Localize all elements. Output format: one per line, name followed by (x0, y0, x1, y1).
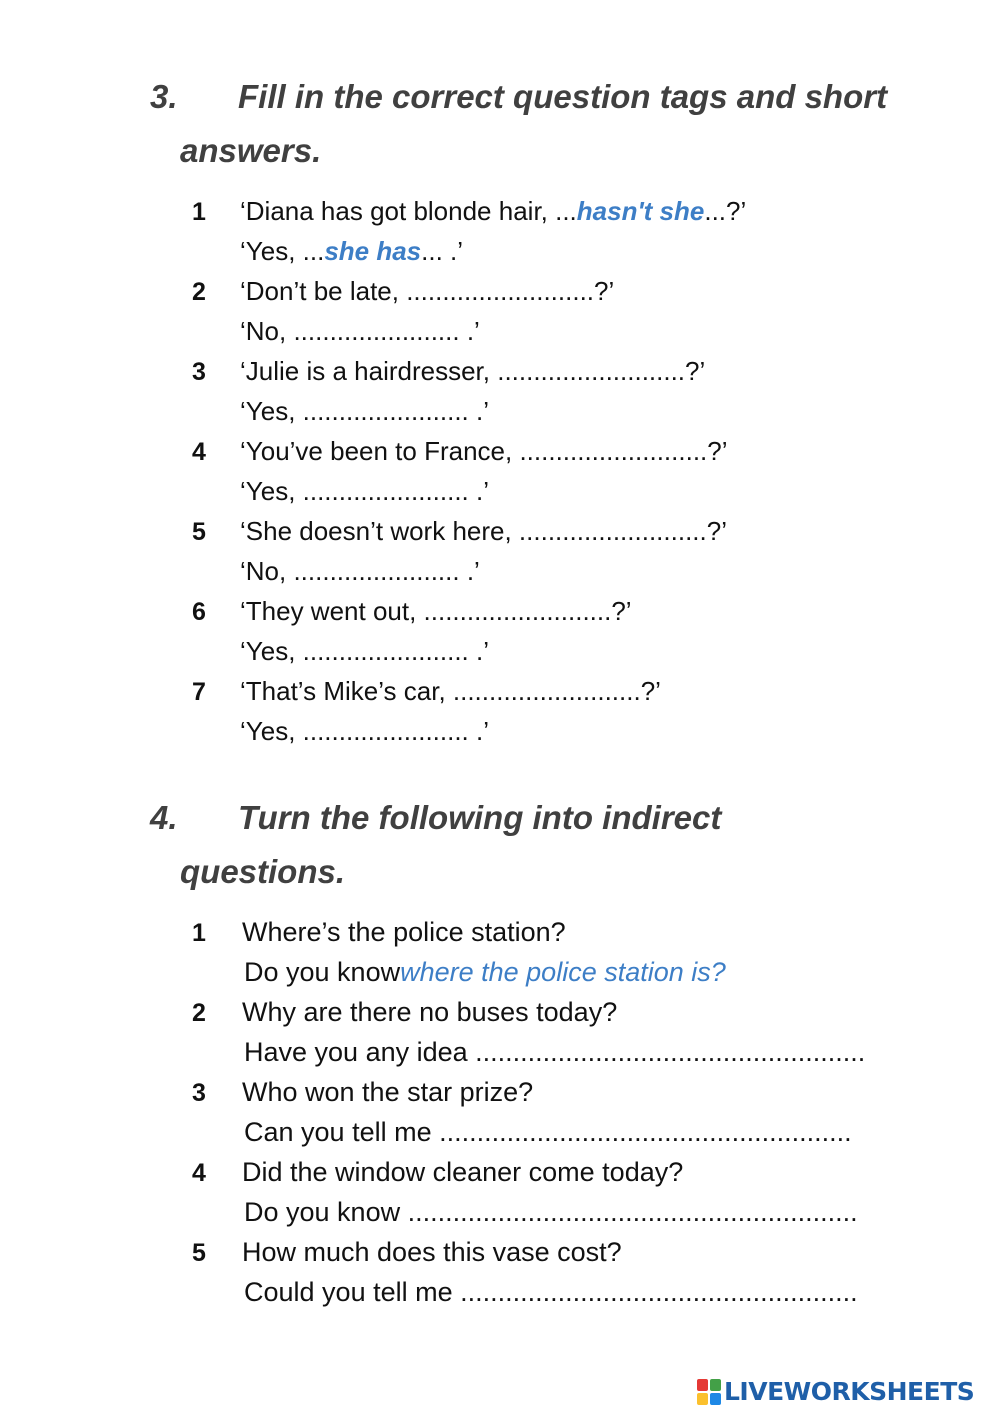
short-answer-blank[interactable]: ‘No, ....................... .’ (240, 556, 480, 586)
section-title-continued: questions. (180, 853, 346, 890)
question-blank[interactable]: ‘Don’t be late, ..........................?’ (240, 276, 615, 306)
logo-square (710, 1379, 721, 1391)
logo-square (697, 1379, 708, 1391)
item-number: 1 (192, 198, 206, 226)
logo-square (710, 1393, 721, 1405)
exercise-item (192, 271, 746, 351)
question-end: ...?’ (704, 196, 747, 226)
question-blank[interactable]: ‘She doesn’t work here, ..........................?’ (240, 516, 727, 546)
section-3-heading (150, 70, 887, 178)
question-blank[interactable]: ‘They went out, ..........................?’ (240, 596, 632, 626)
question-blank[interactable]: ‘That’s Mike’s car, ..........................?’ (240, 676, 661, 706)
section-title-continued: answers. (180, 132, 322, 169)
logo-square (697, 1393, 708, 1405)
example-answer: she has (324, 236, 422, 266)
logo-text: LIVEWORKSHEETS (724, 1377, 975, 1406)
question-text: ‘Diana has got blonde hair, ... (240, 196, 577, 226)
indirect-answer-blank[interactable]: Have you any idea .................................................... (244, 1037, 866, 1067)
section-number: 3. (150, 78, 178, 115)
item-number: 5 (192, 518, 206, 546)
section-title: Turn the following into indirect (238, 799, 722, 836)
exercise-item (192, 1152, 865, 1232)
question-tags-exercise (192, 191, 746, 751)
example-answer: where the police station is? (400, 957, 726, 987)
direct-question: How much does this vase cost? (242, 1237, 622, 1267)
item-number: 4 (192, 1159, 206, 1187)
exercise-item (192, 191, 746, 271)
exercise-item (192, 912, 865, 992)
exercise-item (192, 1232, 865, 1312)
direct-question: Why are there no buses today? (242, 997, 618, 1027)
item-number: 2 (192, 278, 206, 306)
direct-question: Where’s the police station? (242, 917, 566, 947)
direct-question: Did the window cleaner come today? (242, 1157, 684, 1187)
short-answer-text: ‘Yes, ... (240, 236, 325, 266)
exercise-item (192, 671, 746, 751)
item-number: 4 (192, 438, 206, 466)
section-title: Fill in the correct question tags and short (238, 78, 888, 115)
short-answer-blank[interactable]: ‘No, ....................... .’ (240, 316, 480, 346)
item-number: 1 (192, 919, 206, 947)
item-number: 7 (192, 678, 206, 706)
question-blank[interactable]: ‘Julie is a hairdresser, ..........................?’ (240, 356, 706, 386)
indirect-prompt: Do you know (244, 957, 401, 987)
example-answer: hasn't she (576, 196, 705, 226)
exercise-item (192, 1072, 865, 1152)
section-4-heading (150, 791, 721, 899)
indirect-answer-blank[interactable]: Could you tell me ..................................................... (244, 1277, 858, 1307)
logo-mark-icon (697, 1379, 721, 1405)
item-number: 3 (192, 358, 206, 386)
indirect-answer-blank[interactable]: Can you tell me ....................................................... (244, 1117, 852, 1147)
section-number: 4. (150, 799, 178, 836)
indirect-answer-blank[interactable]: Do you know ............................................................ (244, 1197, 858, 1227)
direct-question: Who won the star prize? (242, 1077, 534, 1107)
item-number: 3 (192, 1079, 206, 1107)
exercise-item (192, 992, 865, 1072)
exercise-item (192, 431, 746, 511)
exercise-item (192, 511, 746, 591)
liveworksheets-logo (697, 1377, 974, 1406)
question-blank[interactable]: ‘You’ve been to France, ..........................?’ (240, 436, 728, 466)
item-number: 6 (192, 598, 206, 626)
short-answer-blank[interactable]: ‘Yes, ....................... .’ (240, 716, 490, 746)
indirect-questions-exercise (192, 912, 865, 1312)
exercise-item (192, 351, 746, 431)
exercise-item (192, 591, 746, 671)
short-answer-blank[interactable]: ‘Yes, ....................... .’ (240, 476, 490, 506)
short-answer-blank[interactable]: ‘Yes, ....................... .’ (240, 396, 490, 426)
item-number: 2 (192, 999, 206, 1027)
short-answer-blank[interactable]: ‘Yes, ....................... .’ (240, 636, 490, 666)
short-answer-end: ... .’ (421, 236, 464, 266)
item-number: 5 (192, 1239, 206, 1267)
